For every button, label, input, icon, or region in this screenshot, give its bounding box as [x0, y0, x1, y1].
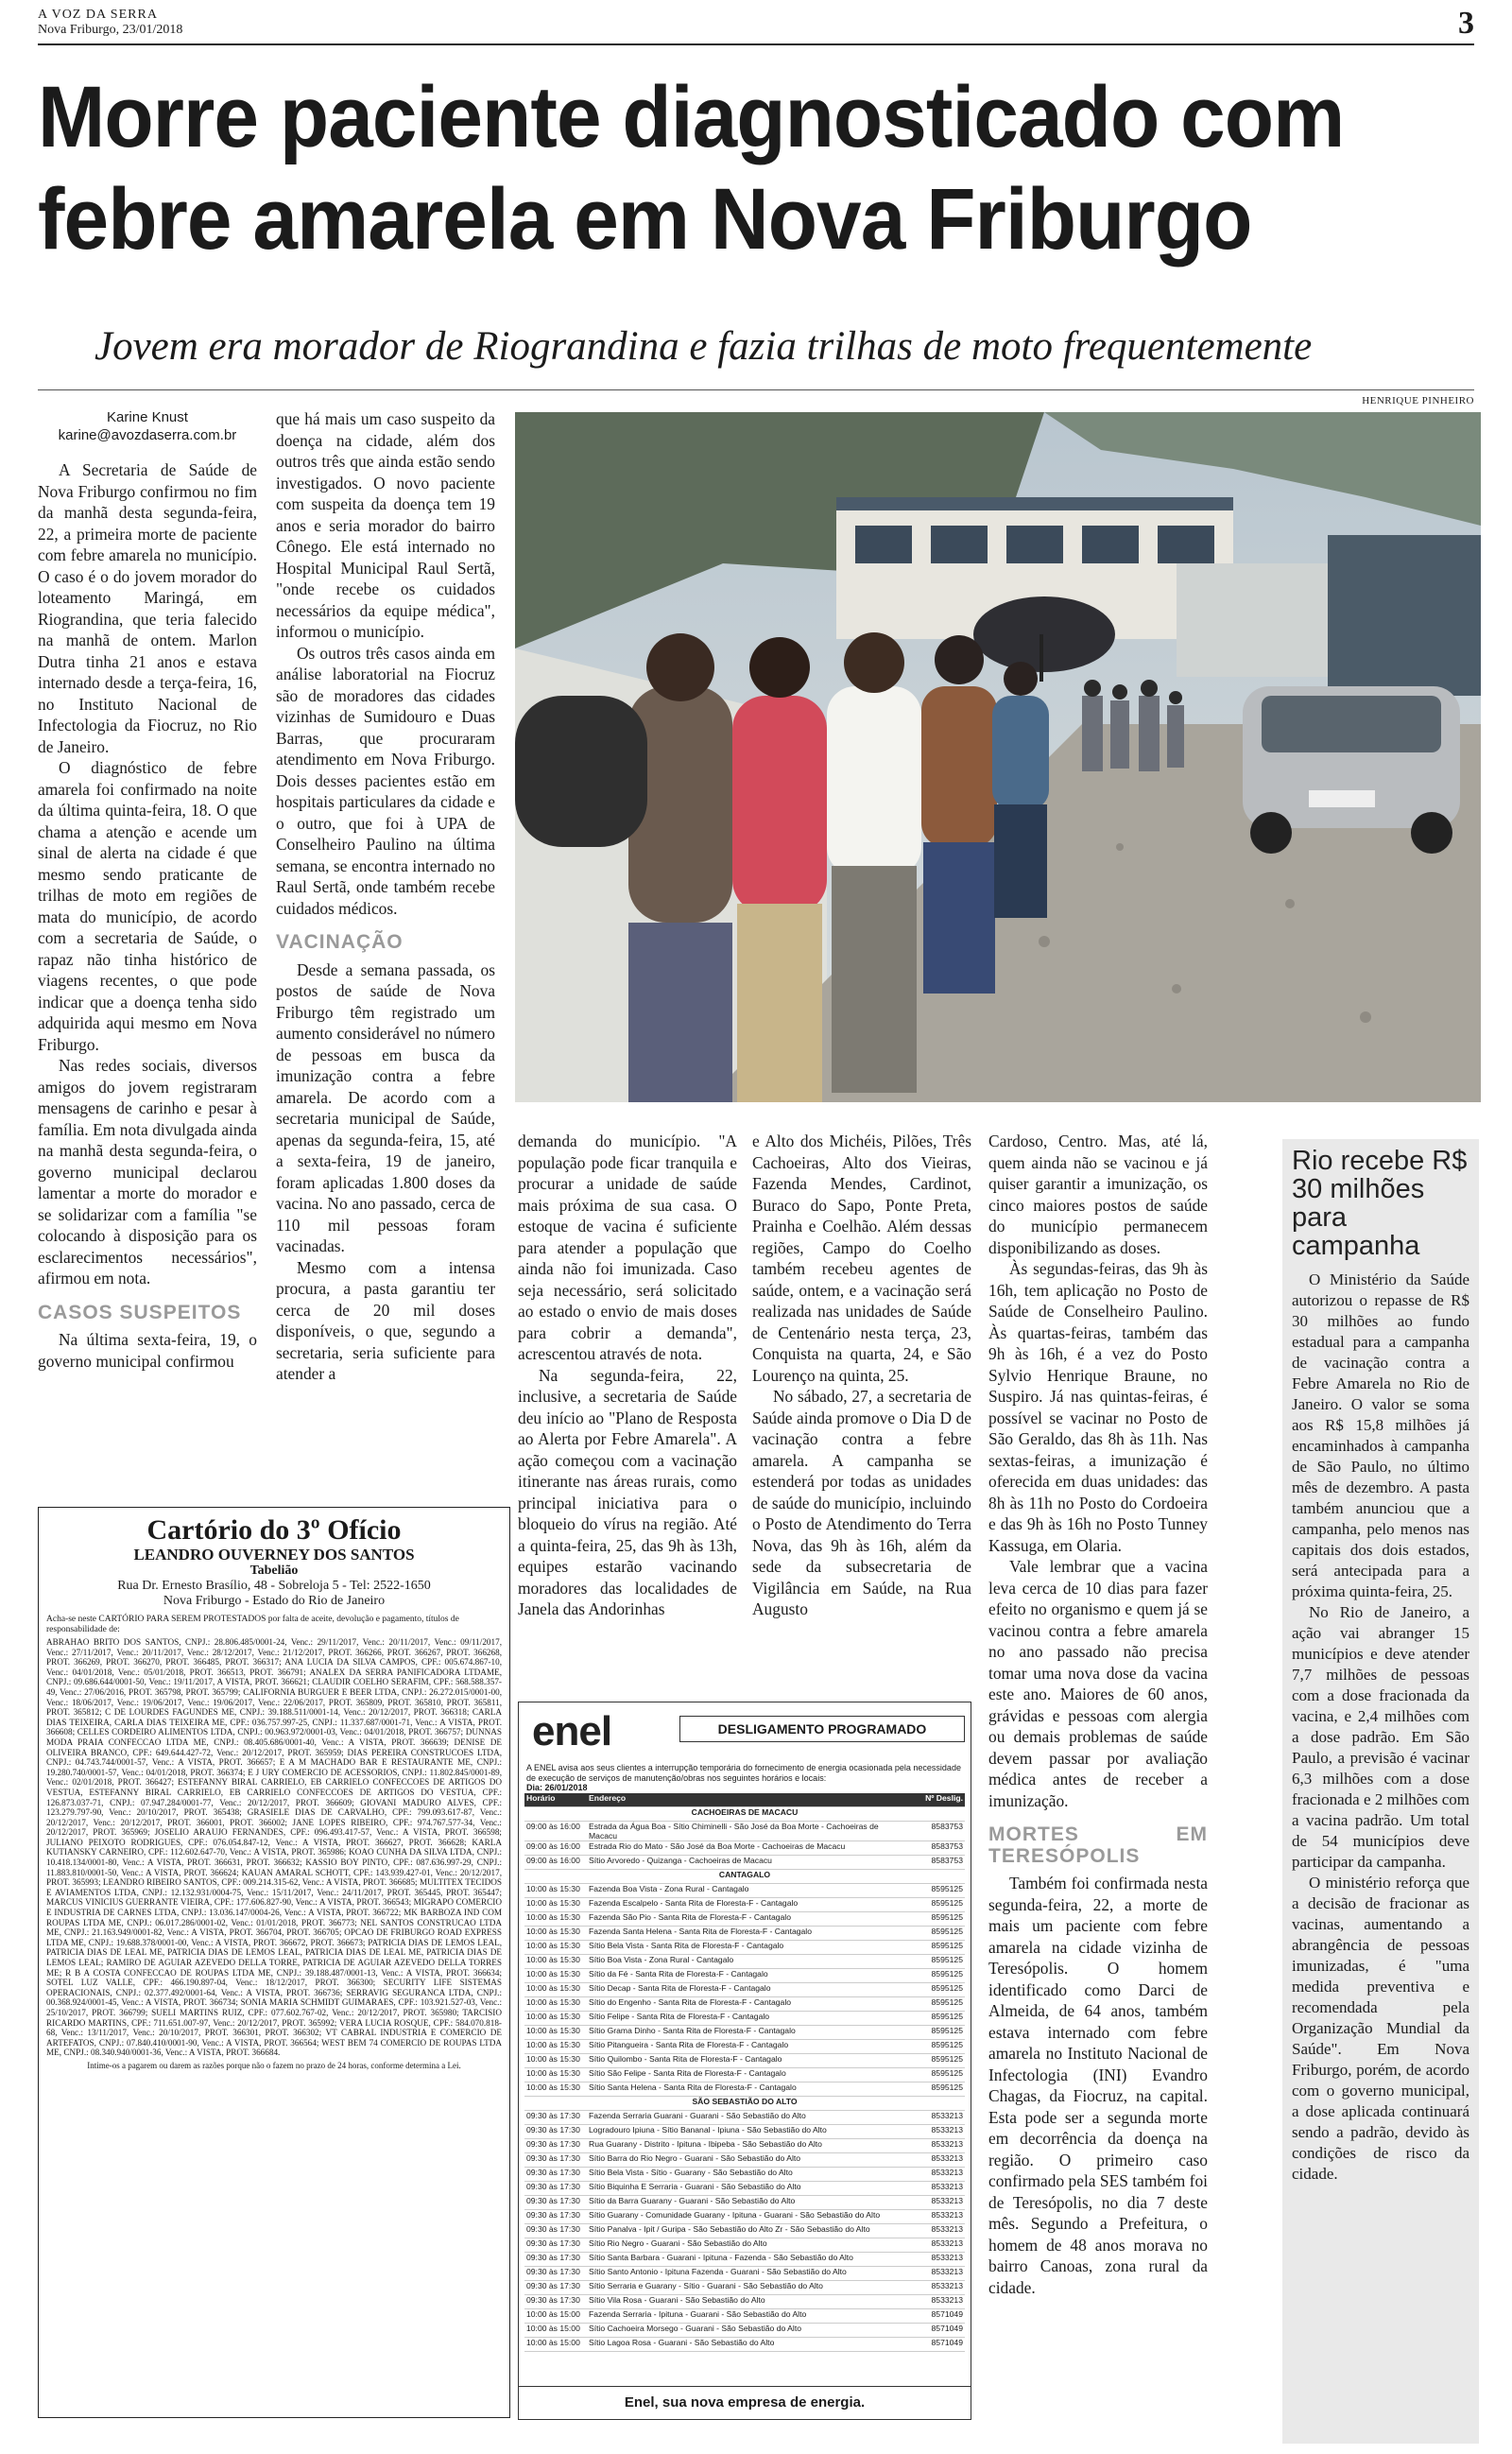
table-row [524, 2210, 965, 2224]
table-row [524, 2111, 965, 2125]
enel-ad-header: DESLIGAMENTO PROGRAMADO [679, 1716, 965, 1742]
sidebar-box [1282, 1139, 1479, 2444]
table-row [524, 1997, 965, 2012]
number-cell: 8571049 [904, 2309, 965, 2324]
table-group-row [524, 2097, 965, 2111]
number-cell: 8595125 [904, 1969, 965, 1983]
paragraph: que há mais um caso suspeito da doença na cidade, além dos outros três que ainda estão sendo investigados. O novo paciente com suspeita da doença tem 19 anos e seria morador do bairro Cônego. Ele está internado no Hospital Municipal Raul Sertã, "onde recebe os cuidados necessários da equipe médica", informou o município. [276, 409, 495, 641]
address-cell: Sítio Bela Vista - Santa Rita de Floresta-F - Cantagalo [587, 1941, 904, 1955]
paragraph: No Rio de Janeiro, a ação vai abranger 15 municípios e deve atender 7,7 milhões de pessoas com a dose fracionada da vacina, e 2,4 milhões com a dose padrão. Em São Paulo, a previsão é vacinar 6,3 milhões com a dose fracionada e 2 milhões com a vacina padrão. Um total de 54 municípios deve participar da campanha. [1292, 1603, 1469, 1871]
paragraph: e Alto dos Michéis, Pilões, Três Cachoeiras, Alto dos Vieiras, Fazenda Mendes, Cardinot, Buraco do Sapo, Ponte Preta, Prainha e Coelhão. Além dessas regiões, Campo do Coelho também recebeu agentes de saúde, ontem, e a vacinação será realizada nas unidades de Saúde de Centenário nesta terça, 23, Conquista na quarta, 24, e São Lourenço na quinta, 25. [752, 1132, 971, 1385]
article-column-3 [518, 1131, 737, 1620]
people-queue-illustration [515, 412, 1481, 1102]
address-cell: Sítio Barra do Rio Negro - Guarani - São Sebastião do Alto [587, 2153, 904, 2168]
number-cell: 8595125 [904, 1997, 965, 2012]
number-cell: 8583753 [904, 1856, 965, 1870]
time-cell: 10:00 às 15:00 [524, 2324, 587, 2338]
tabeliao-role: Tabelião [249, 1564, 299, 1578]
author-email[interactable]: karine@avozdaserra.com.br [58, 427, 237, 443]
table-row [524, 2026, 965, 2040]
section-title-mortes-teresopolis: MORTES EM TERESÓPOLIS [988, 1823, 1208, 1867]
address-cell: Sítio Cachoeira Morsego - Guarani - São Sebastião do Alto [587, 2324, 904, 2338]
column-header: Endereço [587, 1793, 904, 1807]
table-row [524, 1983, 965, 1997]
table-row [524, 1898, 965, 1912]
paragraph: Também foi confirmada nesta segunda-feira, 22, a morte de mais um paciente com febre amarela na cidade vizinha de Teresópolis. O homem identificado como Darci de Almeida, de 64 anos, também estava internado com febre amarela no Instituto Nacional de Infectologia (INI) Evandro Chagas, da Fiocruz, na capital. Esta pode ser a segunda morte em decorrência da doença na região. O primeiro caso confirmado pela SES também foi de Teresópolis, no dia 7 deste mês. Segundo a Prefeitura, o homem de 48 anos morava no bairro Canoas, zona rural da cidade. [988, 1874, 1208, 2297]
number-cell: 8595125 [904, 2054, 965, 2068]
table-row [524, 1927, 965, 1941]
paragraph: Às segundas-feiras, das 9h às 16h, tem aplicação no Posto de Saúde de Conselheiro Paulino. Às quartas-feiras, também das 9h às 16h, é a vez do Posto Sylvio Henrique Braune, no Suspiro. Já nas quintas-feiras, é possível se vacinar no Posto de São Geraldo, das 8h às 11h. Nas sextas-feiras, a imunização é oferecida em duas unidades: das 8h às 11h no Posto do Cordoeira e das 9h às 16h no Posto Tunney Kassuga, em Olaria. [988, 1259, 1208, 1555]
cartorio-notice [38, 1507, 510, 2418]
address-cell: Rua Guarany - Distrito - Ipituna - Ibipeba - São Sebastião do Alto [587, 2139, 904, 2153]
address-cell: Sítio Santa Helena - Santa Rita de Floresta-F - Cantagalo [587, 2082, 904, 2097]
number-cell: 8595125 [904, 1927, 965, 1941]
group-label: CACHOEIRAS DE MACACU [524, 1807, 965, 1822]
table-row [524, 2040, 965, 2054]
time-cell: 09:00 às 16:00 [524, 1841, 587, 1856]
table-row [524, 2196, 965, 2210]
headline: Morre paciente diagnosticado com febre amarela em Nova Friburgo [38, 69, 1345, 268]
cartorio-city: Nova Friburgo - Estado do Rio de Janeiro [163, 1594, 386, 1608]
article-column-2 [276, 408, 495, 1385]
address-cell: Fazenda Boa Vista - Zona Rural - Cantagalo [587, 1884, 904, 1898]
table-row [524, 2082, 965, 2097]
address-cell: Sítio Decap - Santa Rita de Floresta-F - Cantagalo [587, 1983, 904, 1997]
number-cell: 8595125 [904, 2040, 965, 2054]
time-cell: 09:00 às 16:00 [524, 1856, 587, 1870]
address-cell: Sítio da Barra Guarany - Guarani - São Sebastião do Alto [587, 2196, 904, 2210]
address-cell: Sítio Rio Negro - Guarani - São Sebastião do Alto [587, 2238, 904, 2253]
time-cell: 10:00 às 15:30 [524, 2040, 587, 2054]
table-row [524, 2295, 965, 2309]
enel-date: Dia: 26/01/2018 [526, 1783, 588, 1792]
table-group-row [524, 1870, 965, 1884]
cartorio-title: Cartório do 3º Ofício [146, 1514, 402, 1546]
table-row [524, 2253, 965, 2267]
number-cell: 8533213 [904, 2196, 965, 2210]
time-cell: 10:00 às 15:30 [524, 2068, 587, 2082]
number-cell: 8533213 [904, 2238, 965, 2253]
sidebar-title: Rio recebe R$ 30 milhões para campanha [1292, 1146, 1468, 1261]
time-cell: 09:30 às 17:30 [524, 2196, 587, 2210]
time-cell: 10:00 às 15:30 [524, 1927, 587, 1941]
article-column-5 [988, 1131, 1208, 2298]
time-cell: 09:30 às 17:30 [524, 2210, 587, 2224]
masthead [38, 8, 182, 38]
paragraph: Os outros três casos ainda em análise laboratorial na Fiocruz são de moradores das cidades vizinhas de Sumidouro e Duas Barras, que procuraram atendimento em Nova Friburgo. Dois desses pacientes estão em hospitais particulares da cidade e o outro, que foi à UPA de Conselheiro Paulino na última semana, se encontra internado no Raul Sertã, onde também recebe cuidados médicos. [276, 643, 495, 918]
time-cell: 10:00 às 15:30 [524, 2026, 587, 2040]
cartorio-intro: Acha-se neste CARTÓRIO PARA SEREM PROTESTADOS por falta de aceite, devolução e pagamento, títulos de responsabilidade de: [46, 1615, 459, 1634]
time-cell: 10:00 às 15:30 [524, 1969, 587, 1983]
table-row [524, 1856, 965, 1870]
number-cell: 8595125 [904, 2012, 965, 2026]
paragraph: Na última sexta-feira, 19, o governo municipal confirmou [38, 1330, 257, 1371]
address-cell: Sítio Bela Vista - Sítio - Guarany - São Sebastião do Alto [587, 2168, 904, 2182]
tabeliao-name: LEANDRO OUVERNEY DOS SANTOS [133, 1546, 415, 1564]
number-cell: 8595125 [904, 1898, 965, 1912]
address-cell: Sítio Vila Rosa - Guarani - São Sebastião do Alto [587, 2295, 904, 2309]
address-cell: Sítio Serraria e Guarany - Sítio - Guarani - São Sebastião do Alto [587, 2281, 904, 2295]
number-cell: 8533213 [904, 2267, 965, 2281]
time-cell: 09:30 às 17:30 [524, 2295, 587, 2309]
outage-rows [524, 1807, 965, 2352]
cartorio-address: Rua Dr. Ernesto Brasílio, 48 - Sobreloja 5 - Tel: 2522-1650 [117, 1579, 431, 1593]
number-cell: 8533213 [904, 2224, 965, 2238]
time-cell: 10:00 às 15:30 [524, 1997, 587, 2012]
address-cell: Fazenda São Pio - Santa Rita de Floresta-F - Cantagalo [587, 1912, 904, 1927]
time-cell: 10:00 às 15:30 [524, 2012, 587, 2026]
time-cell: 10:00 às 15:30 [524, 2054, 587, 2068]
number-cell: 8533213 [904, 2153, 965, 2168]
enel-ad [518, 1702, 971, 2420]
number-cell: 8583753 [904, 1822, 965, 1841]
address-cell: Sítio Felipe - Santa Rita de Floresta-F - Cantagalo [587, 2012, 904, 2026]
table-row [524, 2338, 965, 2352]
paragraph: Desde a semana passada, os postos de saúde de Nova Friburgo têm registrado um aumento considerável no número de pessoas em busca da imunização contra a febre amarela. De acordo com a secretaria municipal de Saúde, apenas da segunda-feira, 15, até a sexta-feira, 19 de janeiro, foram aplicadas 1.800 doses da vacina. No ano passado, cerca de 110 mil pessoas foram vacinadas. [276, 959, 495, 1255]
byline [38, 408, 257, 444]
number-cell: 8595125 [904, 1955, 965, 1969]
time-cell: 10:00 às 15:30 [524, 1983, 587, 1997]
subheadline: Jovem era morador de Riograndina e fazia trilhas de moto frequentemente [94, 324, 1313, 369]
address-cell: Estrada Rio do Mato - São José da Boa Morte - Cachoeiras de Macacu [587, 1841, 904, 1856]
number-cell: 8533213 [904, 2281, 965, 2295]
time-cell: 09:30 às 17:30 [524, 2168, 587, 2182]
table-row [524, 2153, 965, 2168]
outage-table [524, 1793, 965, 2352]
cartorio-footer: Intime-os a pagarem ou darem as razões porque não o fazem no prazo de 24 horas, conforme determina a Lei. [87, 2060, 461, 2070]
table-row [524, 1969, 965, 1983]
paragraph: Vale lembrar que a vacina leva cerca de 10 dias para fazer efeito no organismo e quem já se vacinou contra a febre amarela no ano passado não precisa tomar uma nova dose da vacina este ano. Maiores de 60 anos, grávidas e pessoas com alergia ou demais problemas de saúde devem passar por avaliação médica antes de receber a imunização. [988, 1557, 1208, 1810]
number-cell: 8595125 [904, 1884, 965, 1898]
paragraph: A Secretaria de Saúde de Nova Friburgo confirmou no fim da manhã desta segunda-feira, 22, a primeira morte de paciente com febre amarela no município. O caso é o do jovem morador do loteamento Maringá, em Riograndina, que teria falecido na manhã de ontem. Marlon Dutra tinha 21 anos e estava internado desde a terça-feira, 16, no Instituto Nacional de Infectologia da Fiocruz, no Rio de Janeiro. [38, 460, 257, 756]
dateline: Nova Friburgo, 23/01/2018 [38, 23, 183, 37]
sidebar-text [1292, 1270, 1469, 2185]
group-label: SÃO SEBASTIÃO DO ALTO [524, 2097, 965, 2111]
address-cell: Sítio Santo Antonio - Ipituna Fazenda - Guarani - São Sebastião do Alto [587, 2267, 904, 2281]
time-cell: 09:30 às 17:30 [524, 2125, 587, 2139]
number-cell: 8571049 [904, 2338, 965, 2352]
paragraph: O diagnóstico de febre amarela foi confirmado na noite da última quinta-feira, 18. O que chama a atenção e acende um sinal de alerta na cidade é que mesmo sendo praticante de trilhas de moto em regiões de mata do município, de acordo com a secretaria de Saúde, o rapaz não tinha histórico de viagens recentes, o que pode indicar que a doença tenha sido adquirida aqui mesmo em Nova Friburgo. [38, 758, 257, 1054]
number-cell: 8533213 [904, 2295, 965, 2309]
table-row [524, 2012, 965, 2026]
address-cell: Sítio Guarany - Comunidade Guarany - Ipituna - Guarani - São Sebastião do Alto [587, 2210, 904, 2224]
page-number: 3 [1458, 6, 1474, 41]
table-row [524, 2182, 965, 2196]
number-cell: 8571049 [904, 2324, 965, 2338]
address-cell: Sítio Arvoredo - Quizanga - Cachoeiras de Macacu [587, 1856, 904, 1870]
number-cell: 8533213 [904, 2182, 965, 2196]
table-row [524, 2238, 965, 2253]
enel-notice-text: A ENEL avisa aos seus clientes a interrupção temporária do fornecimento de energia ocasionada pela necessidade de execução de serviços de manutenção/obras nos seguintes horários e locais: [526, 1763, 961, 1783]
time-cell: 09:30 às 17:30 [524, 2182, 587, 2196]
number-cell: 8533213 [904, 2210, 965, 2224]
address-cell: Fazenda Serraria - Ipituna - Guarani - São Sebastião do Alto [587, 2309, 904, 2324]
table-row [524, 2168, 965, 2182]
table-row [524, 1955, 965, 1969]
paragraph: No sábado, 27, a secretaria de Saúde ainda promove o Dia D de vacinação contra a febre amarela. A campanha se estenderá por todas as unidades de saúde do município, incluindo o Posto de Atendimento do Terra Nova, das 9h às 16h, além da sede da subsecretaria de Vigilância em Saúde, na Rua Augusto [752, 1387, 971, 1618]
address-cell: Sítio Quilombo - Santa Rita de Floresta-F - Cantagalo [587, 2054, 904, 2068]
address-cell: Sítio Grama Dinho - Santa Rita de Floresta-F - Cantagalo [587, 2026, 904, 2040]
time-cell: 10:00 às 15:30 [524, 1898, 587, 1912]
paragraph: O Ministério da Saúde autorizou o repasse de R$ 30 milhões ao fundo estadual para a campanha de vacinação contra a Febre Amarela no Rio de Janeiro. O valor se soma aos R$ 15,8 milhões já encaminhados à campanha de São Paulo, no último mês de dezembro. A pasta também anunciou que a campanha, pelo menos nas capitais dos dois estados, será antecipada para a próxima quinta-feira, 25. [1292, 1270, 1469, 1600]
number-cell: 8595125 [904, 1912, 965, 1927]
time-cell: 09:30 às 17:30 [524, 2111, 587, 2125]
table-header-row [524, 1793, 965, 1807]
address-cell: Fazenda Escalpelo - Santa Rita de Floresta-F - Cantagalo [587, 1898, 904, 1912]
time-cell: 10:00 às 15:30 [524, 1884, 587, 1898]
time-cell: 10:00 às 15:30 [524, 1955, 587, 1969]
address-cell: Fazenda Serraria Guarani - Guarani - São Sebastião do Alto [587, 2111, 904, 2125]
time-cell: 10:00 às 15:30 [524, 1912, 587, 1927]
number-cell: 8533213 [904, 2111, 965, 2125]
address-cell: Fazenda Santa Helena - Santa Rita de Floresta-F - Cantagalo [587, 1927, 904, 1941]
paragraph: Cardoso, Centro. Mas, até lá, quem ainda não se vacinou e já quiser garantir a imunização, os cinco maiores postos de saúde do município permanecem disponibilizando as doses. [988, 1132, 1208, 1257]
section-title-vacinacao: VACINAÇÃO [276, 931, 404, 953]
enel-slogan: Enel, sua nova empresa de energia. [519, 2386, 971, 2419]
publication-name: A VOZ DA SERRA [38, 8, 158, 22]
group-label: CANTAGALO [524, 1870, 965, 1884]
number-cell: 8595125 [904, 1941, 965, 1955]
time-cell: 09:30 às 17:30 [524, 2139, 587, 2153]
table-row [524, 1912, 965, 1927]
time-cell: 09:30 às 17:30 [524, 2253, 587, 2267]
column-header: Horário [524, 1793, 587, 1807]
table-row [524, 2324, 965, 2338]
number-cell: 8595125 [904, 2068, 965, 2082]
address-cell: Sítio Santa Barbara - Guarani - Ipituna - Fazenda - São Sebastião do Alto [587, 2253, 904, 2267]
table-row [524, 2281, 965, 2295]
protest-list: ABRAHAO BRITO DOS SANTOS, CNPJ.: 28.806.485/0001-24, Venc.: 29/11/2017, Venc.: 20/11/2017, Venc.: 09/11/2017, Venc.: 27/11/2017, Venc.: 20/11/2017, Venc.: 28/12/2017, Venc.: 21/12/2017, PROT. 366266, PROT. 366267, PROT. 366268, PROT. 366269, PROT. 366270, PROT. 366485, PROT. 366317; ANA LUCIA DA SILVA CAMPOS, CPF.: 005.674.867-10, Venc.: 04/01/2018, Venc.: 05/01/2018, PROT. 366513, PROT. 366791; ANALEX DA SERRA PANIFICADORA LTDAME, CNPJ.: 09.686.644/0001-50, Venc.: 19/11/2017, A VISTA, PROT. 366621; CLAUDIR COELHO SERAFIM, CPF.: 568.588.357-49, Venc.: 27/06/2016, PROT. 365798, PROT. 365799; CALIFORNIA BURGUER E BEER LTDA, CNPJ.: 26.272.015/0001-00, Venc.: 18/06/2017, Venc.: 19/06/2017, Venc.: 19/06/2017, Venc.: 22/06/2017, PROT. 365809, PROT. 365810, PROT. 365811, PROT. 365812; C DE LOURDES FAGUNDES ME, CNPJ.: 39.188.511/0001-14, Venc.: 20/12/2017, PROT. 366318; CARLA DIAS TEIXEIRA, CARLA DIAS TEIXEIRA ME, CPF.: 036.757.997-25, CNPJ.: 11.337.687/0001-71, Venc.: A VISTA, PROT. 366608; CELLES CORDEIRO ALIMENTOS LTDA, CNPJ.: 00.963.972/0001-03, Venc.: 04/01/2018, PROT. 366757; DUNNAS MODA PRAIA CONFECCAO LTDA ME, CNPJ.: 08.405.686/0001-40, Venc.: A VISTA, PROT. 366639; DENISE DE OLIVEIRA BRANCO, CPF.: 649.644.427-72, Venc.: 20/12/2017, PROT. 365959; DIAS PEREIRA CONSTRUCOES LTDA, CNPJ.: 04.743.744/0001-57, Venc.: A VISTA, PROT. 366657; E A M MACHADO BAR E RESTAURANTE ME, CNPJ.: 19.280.740/0001-57, Venc.: 04/01/2018, PROT. 366374; E J URY COMERCIO DE ACESSORIOS, CNPJ.: 11.802.845/0001-89, Venc.: 02/01/2018, PROT. 366427; ESTEFANNY BIRAL CARRIELO, EB CARRIELO CONFECCOES DE ARTIGOS DO VESTUA, ESTEFANNY BIRAL CARRIELO, EB CARRIELO CONFECCOES DE ARTIGOS DO VESTUA, CPF.: 126.873.037-71, CNPJ.: 07.947.284/0001-77, Venc.: 20/12/2017, PROT. 366609; GIOVANI MADURO ALVES, CPF.: 123.279.797-90, Venc.: 20/10/2017, PROT. 365438; GRASIELE DIAS DE CARVALHO, CPF.: 799.093.617-87, Venc.: 20/12/2017, Venc.: 20/12/2017, PROT. 366001, PROT. 366002; JANE LOPES RIBEIRO, CPF.: 974.767.577-34, Venc.: 20/12/2017, PROT. 365969; JOSELIO ARAUJO FERNANDES, CPF.: 096.493.417-57, Venc.: A VISTA, PROT. 366598; JULIANO PEIXOTO RODRIGUES, CPF.: 076.054.847-12, Venc.: A VISTA, PROT. 366627, PROT. 366628; KARLA KUTIANSKY CARNEIRO, CPF.: 112.602.647-70, Venc.: A VISTA, PROT. 365986; KOAO CUNHA DA SILVA LTDA, CNPJ.: 10.418.134/0001-80, Venc.: A VISTA, PROT. 366631, PROT. 366632; KASSIO BOY PINTO, CPF.: 087.636.997-29, CNPJ.: 11.883.810/0001-50, Venc.: A VISTA, PROT. 366624; KAUAN AMARAL SCHOTT, CPF.: 143.939.427-01, Venc.: 20/12/2017, PROT. 365993; LEANDRO RIBEIRO SANTOS, CPF.: 009.214.315-62, Venc.: A VISTA, PROT. 366685; MULTITEX TECIDOS E AVIAMENTOS LTDA, CNPJ.: 12.132.931/0004-75, Venc.: 15/11/2017, Venc.: 24/11/2017, PROT. 365445, PROT. 365447; MARCUS VINICIUS GUERRANTE VIEIRA, CPF.: 177.606.827-90, Venc.: A VISTA, PROT. 366543; MIGRAPO COMERCIO E INDUSTRIA DE CARNES LTDA, CNPJ.: 13.036.147/0004-26, Venc.: A VISTA, PROT. 366722; MK BARBOZA IND COM ROUPAS LTDA ME, CNPJ.: 06.017.286/0001-02, Venc.: 01/01/2018, PROT. 366773; NEL SANTOS CONSTRUCAO LTDA ME, CNPJ.: 21.163.949/0001-82, Venc.: A VISTA, PROT. 366704, PROT. 366705; OPCAO DE FRIBURGO ROAD EXPRESS LTDA ME, CNPJ.: 19.688.378/0001-00, Venc.: A VISTA, PROT. 366672, PROT. 366673; PATRICIA DIAS DE LEMOS LEAL, PATRICIA DIAS DE LEAL ME, PATRICIA DIAS DE LEMOS LEAL, PATRICIA DIAS DE LEAL ME, PATRICIA DIAS DE LEMOS LEAL; RAMIRO DE AGUIAR AZEVEDO DELLA TORRE, PATRICIA DE AGUIAR AZEVEDO DELLA TORRES ME; R B A COSTA CONFECCAO DE ROUPAS LTDA ME, CNPJ.: 39.188.487/0001-13, Venc.: A VISTA, PROT. 366634; SOTEL LUZ VALLE, CPF.: 466.190.897-04, Venc.: 18/12/2017, PROT. 366300; SECURITY LIFE SISTEMAS OPERACIONAIS, CNPJ.: 02.377.492/0001-64, Venc.: A VISTA, PROT. 366736; SERRAVIG SEGURANCA LTDA, CNPJ.: 00.368.924/0001-45, Venc.: A VISTA, PROT. 366734; SONIA MARIA SCHMIDT GUIMARAES, CPF.: 103.921.527-03, Venc.: 25/10/2017, PROT. 366799; SUELI MARTINS RUIZ, CPF.: 077.602.767-02, Venc.: 20/12/2017, PROT. 365980; TARCISIO RICARDO MARTINS, CPF.: 711.651.007-97, Venc.: 20/12/2017, PROT. 365992; VERA LUCIA ROSQUE, CPF.: 584.070.818-68, Venc.: 13/11/2017, Venc.: 20/10/2017, PROT. 366301, PROT. 366302; VT CABRAL INDUSTRIA E COMERCIO DE ARTEFATOS, CNPJ.: 07.840.410/0001-90, Venc.: A VISTA, PROT. 366564; WEST BEM 74 COMERCIO DE ROUPAS LTDA ME, CNPJ.: 08.340.940/0001-36, Venc.: A VISTA, PROT. 366684. [46, 1637, 502, 2058]
section-title-casos-suspeitos: CASOS SUSPEITOS [38, 1301, 242, 1323]
article-column-1 [38, 408, 257, 1372]
time-cell: 09:30 às 17:30 [524, 2267, 587, 2281]
table-row [524, 1884, 965, 1898]
paragraph: Na segunda-feira, 22, inclusive, a secretaria de Saúde deu início ao "Plano de Resposta ao Alerta por Febre Amarela". A ação começou com a vacinação itinerante nas áreas rurais, como principal iniciativa para o bloqueio do vírus na região. Até a quinta-feira, 25, das 9h às 13h, equipes estarão vacinando moradores das localidades de Janela das Andorinhas [518, 1365, 737, 1618]
enel-notice [526, 1763, 963, 1793]
number-cell: 8595125 [904, 1983, 965, 1997]
table-row [524, 1841, 965, 1856]
photo-credit: HENRIQUE PINHEIRO [1362, 395, 1474, 406]
address-cell: Sítio do Engenho - Santa Rita de Floresta-F - Cantagalo [587, 1997, 904, 2012]
paragraph: Mesmo com a intensa procura, a pasta garantiu ter cerca de 20 mil doses disponíveis, o que, segundo a secretaria, seria suficiente para atender a [276, 1257, 495, 1383]
table-row [524, 2309, 965, 2324]
time-cell: 09:30 às 17:30 [524, 2238, 587, 2253]
time-cell: 10:00 às 15:30 [524, 2082, 587, 2097]
address-cell: Sítio Lagoa Rosa - Guarani - São Sebastião do Alto [587, 2338, 904, 2352]
time-cell: 09:30 às 17:30 [524, 2224, 587, 2238]
table-row [524, 2054, 965, 2068]
address-cell: Sítio São Felipe - Santa Rita de Floresta-F - Cantagalo [587, 2068, 904, 2082]
paragraph: demanda do município. "A população pode ficar tranquila e procurar a unidade de saúde mais próxima de sua casa. O estoque de vacina é suficiente para atender a população que ainda não foi imunizada. Caso seja necessário, será solicitado ao estado o envio de mais doses para cobrir a demanda", acrescentou através de nota. [518, 1132, 737, 1363]
address-cell: Sítio Panalva - Ipit / Guripa - São Sebastião do Alto Zr - São Sebastião do Alto [587, 2224, 904, 2238]
address-cell: Sítio Biquinha E Serraria - Guarani - São Sebastião do Alto [587, 2182, 904, 2196]
table-group-row [524, 1807, 965, 1822]
column-header: Nº Deslig. [904, 1793, 965, 1807]
number-cell: 8533213 [904, 2168, 965, 2182]
top-rule [38, 43, 1474, 45]
number-cell: 8583753 [904, 1841, 965, 1856]
table-row [524, 1941, 965, 1955]
table-row [524, 2068, 965, 2082]
table-row [524, 1822, 965, 1841]
address-cell: Sítio Boa Vista - Zona Rural - Cantagalo [587, 1955, 904, 1969]
number-cell: 8533213 [904, 2125, 965, 2139]
subhead-rule [38, 389, 1474, 390]
time-cell: 10:00 às 15:30 [524, 1941, 587, 1955]
paragraph: Nas redes sociais, diversos amigos do jovem registraram mensagens de carinho e pesar à família. Em nota divulgada ainda na manhã desta segunda-feira, o governo municipal declarou lamentar a morte do morador e se solidarizar com a família "se colocando à disposição para os esclarecimentos necessários", afirmou em nota. [38, 1056, 257, 1287]
number-cell: 8595125 [904, 2026, 965, 2040]
time-cell: 10:00 às 15:00 [524, 2309, 587, 2324]
time-cell: 09:00 às 16:00 [524, 1822, 587, 1841]
number-cell: 8533213 [904, 2253, 965, 2267]
author-name: Karine Knust [107, 409, 188, 425]
time-cell: 09:30 às 17:30 [524, 2281, 587, 2295]
article-column-4 [752, 1131, 971, 1620]
table-row [524, 2224, 965, 2238]
address-cell: Estrada da Água Boa - Sítio Chiminelli - São José da Boa Morte - Cachoeiras de Macacu [587, 1822, 904, 1841]
paragraph: O ministério reforça que a decisão de fracionar as vacinas, aumentando a abrangência de pessoas imunizadas, é "uma medida preventiva e recomendada pela Organização Mundial da Saúde". Em Nova Friburgo, porém, de acordo com o governo municipal, a dose aplicada continuará sendo a padrão, devido às condições de risco da cidade. [1292, 1874, 1469, 2183]
number-cell: 8595125 [904, 2082, 965, 2097]
table-row [524, 2139, 965, 2153]
time-cell: 09:30 às 17:30 [524, 2153, 587, 2168]
table-row [524, 2125, 965, 2139]
address-cell: Logradouro Ipiuna - Sítio Bananal - Ipiuna - São Sebastião do Alto [587, 2125, 904, 2139]
address-cell: Sítio da Fé - Santa Rita de Floresta-F - Cantagalo [587, 1969, 904, 1983]
news-photo [515, 412, 1481, 1102]
table-row [524, 2267, 965, 2281]
enel-logo: enel [532, 1708, 612, 1754]
number-cell: 8533213 [904, 2139, 965, 2153]
time-cell: 10:00 às 15:00 [524, 2338, 587, 2352]
address-cell: Sítio Pitangueira - Santa Rita de Floresta-F - Cantagalo [587, 2040, 904, 2054]
